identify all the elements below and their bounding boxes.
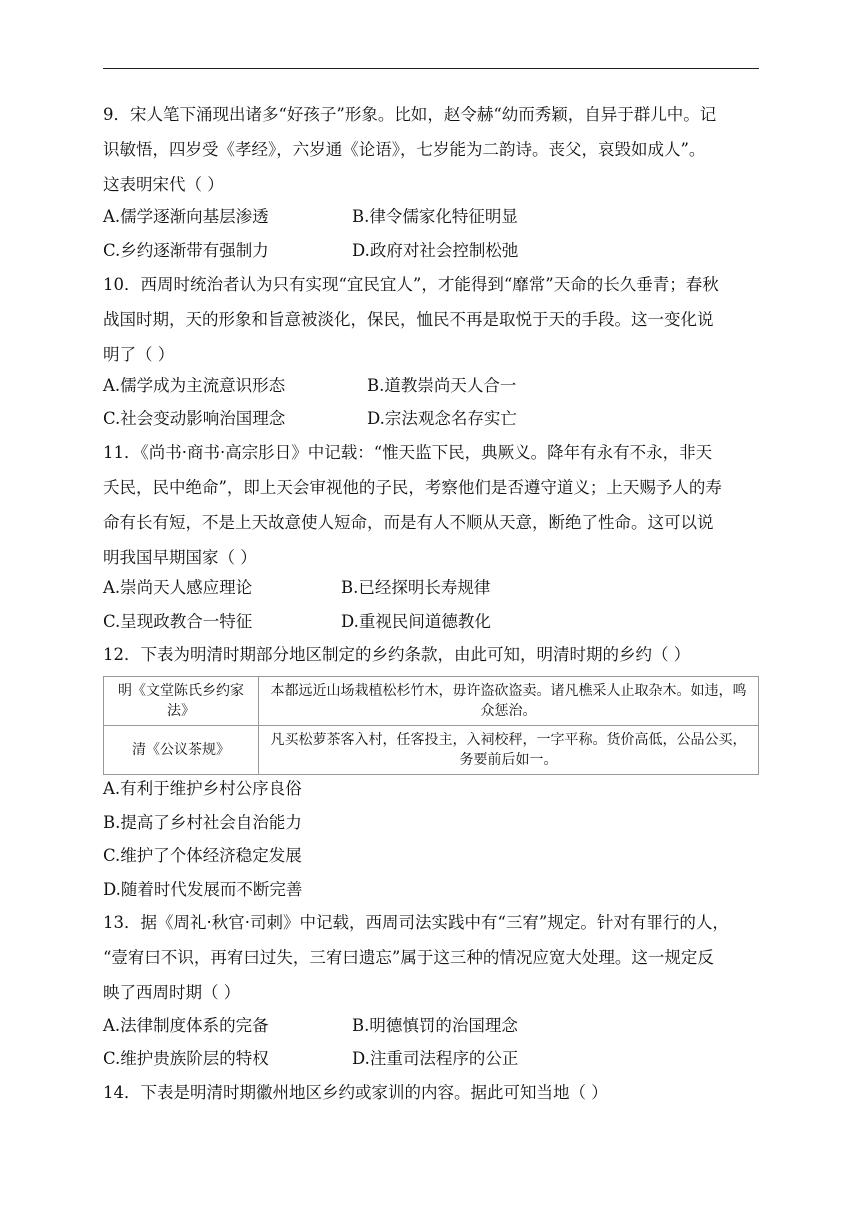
question-11-option-d[interactable]: D.重视民间道德教化 xyxy=(341,612,491,631)
table-cell-content: 凡买松萝茶客入村，任客投主，入祠校秤，一字平称。货价高低，公品公买，务要前后如一。 xyxy=(259,726,759,775)
question-13-line-2: “壹宥曰不识，再宥曰过失，三宥曰遗忘”属于这三种的情况应宽大处理。这一规定反 xyxy=(103,948,714,967)
question-12-line-1: 12．下表为明清时期部分地区制定的乡约条款，由此可知，明清时期的乡约（ ） xyxy=(103,645,691,664)
question-10-option-b[interactable]: B.道教崇尚天人合一 xyxy=(367,376,517,395)
question-9-option-c[interactable]: C.乡约逐渐带有强制力 xyxy=(103,241,269,260)
question-12-option-c[interactable]: C.维护了个体经济稳定发展 xyxy=(103,846,302,865)
question-14-line-1: 14．下表是明清时期徽州地区乡约或家训的内容。据此可知当地（ ） xyxy=(103,1083,608,1102)
question-11-option-a[interactable]: A.崇尚天人感应理论 xyxy=(103,578,253,597)
question-13-option-b[interactable]: B.明德慎罚的治国理念 xyxy=(352,1016,518,1035)
question-11-line-2: 夭民，民中绝命”，即上天会审视他的子民，考察他们是否遵守道义；上天赐予人的寿 xyxy=(103,478,722,497)
question-9-line-2: 识敏悟，四岁受《孝经》，六岁通《论语》，七岁能为二韵诗。丧父，哀毁如成人”。 xyxy=(103,140,706,159)
question-9-option-d[interactable]: D.政府对社会控制松弛 xyxy=(352,241,519,260)
question-13-option-d[interactable]: D.注重司法程序的公正 xyxy=(352,1049,519,1068)
question-11-option-b[interactable]: B.已经探明长寿规律 xyxy=(341,578,491,597)
question-11-line-1: 11．《尚书·商书·高宗肜日》中记载：“惟天监下民，典厥义。降年有永有不永，非天 xyxy=(103,443,713,462)
question-13-option-c[interactable]: C.维护贵族阶层的特权 xyxy=(103,1049,269,1068)
table-cell-content: 本都远近山场栽植松杉竹木，毋许盗砍盗卖。诸凡樵采人止取杂木。如违，鸣众惩治。 xyxy=(259,677,759,726)
question-11-option-c[interactable]: C.呈现政教合一特征 xyxy=(103,612,253,631)
question-10-line-2: 战国时期，天的形象和旨意被淡化，保民，恤民不再是取悦于天的手段。这一变化说 xyxy=(103,310,714,329)
table-cell-source: 明《文堂陈氏乡约家法》 xyxy=(104,677,259,726)
question-10-line-1: 10．西周时统治者认为只有实现“宜民宜人”，才能得到“靡常”天命的长久垂青；春秋 xyxy=(103,275,719,294)
header-rule xyxy=(103,68,759,69)
table-cell-source: 清《公议茶规》 xyxy=(104,726,259,775)
question-10-option-d[interactable]: D.宗法观念名存实亡 xyxy=(367,409,517,428)
table-row xyxy=(104,726,759,775)
question-12-table xyxy=(103,676,759,775)
question-13-option-a[interactable]: A.法律制度体系的完备 xyxy=(103,1016,269,1035)
question-11-line-3: 命有长有短，不是上天故意使人短命，而是有人不顺从天意，断绝了性命。这可以说 xyxy=(103,513,714,532)
question-11-line-4: 明我国早期国家（ ） xyxy=(103,548,257,567)
question-12-option-b[interactable]: B.提高了乡村社会自治能力 xyxy=(103,813,302,832)
question-12-option-d[interactable]: D.随着时代发展而不断完善 xyxy=(103,880,303,899)
question-10-line-3: 明了（ ） xyxy=(103,345,175,364)
question-13-line-1: 13．据《周礼·秋官·司刺》中记载，西周司法实践中有“三宥”规定。针对有罪行的人， xyxy=(103,913,729,932)
table-row xyxy=(104,677,759,726)
question-10-option-a[interactable]: A.儒学成为主流意识形态 xyxy=(103,376,286,395)
question-9-line-3: 这表明宋代（ ） xyxy=(103,175,224,194)
question-10-option-c[interactable]: C.社会变动影响治国理念 xyxy=(103,409,286,428)
question-13-line-3: 映了西周时期（ ） xyxy=(103,983,241,1002)
question-12-option-a[interactable]: A.有利于维护乡村公序良俗 xyxy=(103,779,302,798)
question-9-line-1: 9．宋人笔下涌现出诸多“好孩子”形象。比如，赵令赫“幼而秀颖，自异于群儿中。记 xyxy=(103,105,717,124)
question-9-option-a[interactable]: A.儒学逐渐向基层渗透 xyxy=(103,207,269,226)
question-9-option-b[interactable]: B.律令儒家化特征明显 xyxy=(352,207,518,226)
